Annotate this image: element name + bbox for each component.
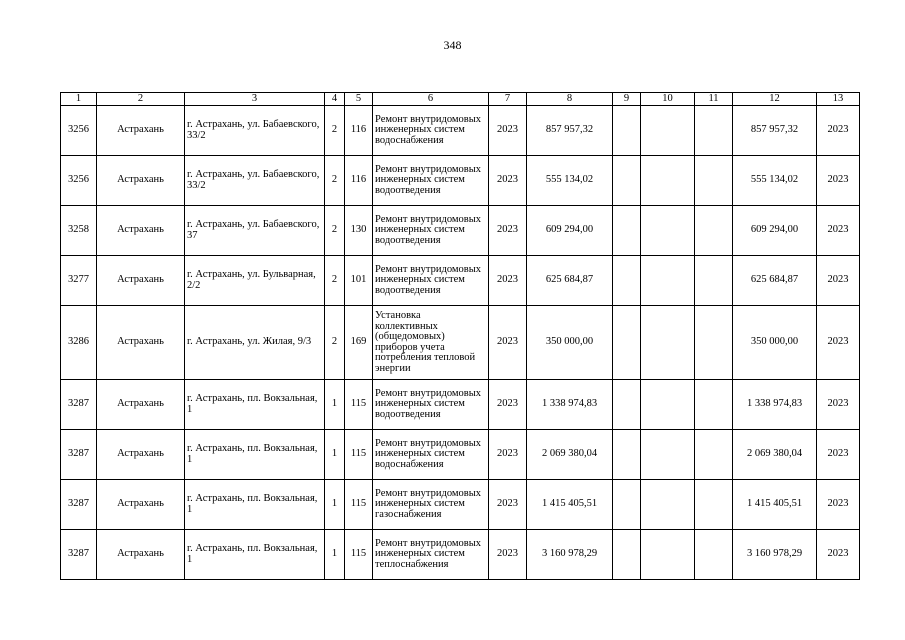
col-9-value <box>613 206 641 256</box>
municipality: Астрахань <box>97 256 185 306</box>
amount: 2 069 380,04 <box>527 430 613 480</box>
municipality: Астрахань <box>97 430 185 480</box>
col-9-value <box>613 256 641 306</box>
address: г. Астрахань, пл. Вокзальная, 1 <box>185 480 325 530</box>
col-11-value <box>695 380 733 430</box>
record-number: 3287 <box>61 430 97 480</box>
col-11-value <box>695 106 733 156</box>
col-9-value <box>613 480 641 530</box>
record-number: 3277 <box>61 256 97 306</box>
col-5-value: 101 <box>345 256 373 306</box>
column-header: 11 <box>695 93 733 106</box>
completion-year: 2023 <box>817 430 860 480</box>
col-10-value <box>641 430 695 480</box>
table-row <box>61 206 860 256</box>
col-5-value: 116 <box>345 156 373 206</box>
col-11-value <box>695 206 733 256</box>
amount-total: 555 134,02 <box>733 156 817 206</box>
municipality: Астрахань <box>97 380 185 430</box>
amount-total: 1 338 974,83 <box>733 380 817 430</box>
column-header: 7 <box>489 93 527 106</box>
amount: 350 000,00 <box>527 306 613 380</box>
table-row <box>61 480 860 530</box>
municipality: Астрахань <box>97 306 185 380</box>
amount: 1 415 405,51 <box>527 480 613 530</box>
col-11-value <box>695 430 733 480</box>
column-header: 9 <box>613 93 641 106</box>
col-9-value <box>613 156 641 206</box>
col-10-value <box>641 256 695 306</box>
address: г. Астрахань, ул. Бульварная, 2/2 <box>185 256 325 306</box>
amount-total: 609 294,00 <box>733 206 817 256</box>
amount-total: 350 000,00 <box>733 306 817 380</box>
year: 2023 <box>489 156 527 206</box>
work-type: Ремонт внутридомовых инженерных систем водоснабжения <box>373 430 489 480</box>
col-10-value <box>641 530 695 580</box>
column-header: 3 <box>185 93 325 106</box>
year: 2023 <box>489 530 527 580</box>
col-5-value: 115 <box>345 530 373 580</box>
col-4-value: 2 <box>325 306 345 380</box>
year: 2023 <box>489 430 527 480</box>
year: 2023 <box>489 256 527 306</box>
column-number-row <box>61 93 860 106</box>
completion-year: 2023 <box>817 530 860 580</box>
completion-year: 2023 <box>817 156 860 206</box>
completion-year: 2023 <box>817 206 860 256</box>
record-number: 3287 <box>61 480 97 530</box>
record-number: 3287 <box>61 530 97 580</box>
address: г. Астрахань, пл. Вокзальная, 1 <box>185 430 325 480</box>
work-type: Ремонт внутридомовых инженерных систем теплоснабжения <box>373 530 489 580</box>
col-5-value: 115 <box>345 380 373 430</box>
column-header: 10 <box>641 93 695 106</box>
record-number: 3287 <box>61 380 97 430</box>
col-10-value <box>641 480 695 530</box>
amount-total: 625 684,87 <box>733 256 817 306</box>
municipality: Астрахань <box>97 156 185 206</box>
amount-total: 1 415 405,51 <box>733 480 817 530</box>
record-number: 3258 <box>61 206 97 256</box>
year: 2023 <box>489 306 527 380</box>
col-5-value: 115 <box>345 480 373 530</box>
address: г. Астрахань, ул. Бабаевского, 37 <box>185 206 325 256</box>
year: 2023 <box>489 480 527 530</box>
municipality: Астрахань <box>97 530 185 580</box>
column-header: 5 <box>345 93 373 106</box>
work-type: Ремонт внутридомовых инженерных систем водоотведения <box>373 156 489 206</box>
municipality: Астрахань <box>97 206 185 256</box>
col-4-value: 2 <box>325 156 345 206</box>
col-5-value: 115 <box>345 430 373 480</box>
col-4-value: 2 <box>325 206 345 256</box>
table-row <box>61 156 860 206</box>
column-header: 12 <box>733 93 817 106</box>
address: г. Астрахань, ул. Бабаевского, 33/2 <box>185 156 325 206</box>
work-type: Установка коллективных (общедомовых) приборов учета потребления тепловой энергии <box>373 306 489 380</box>
col-4-value: 1 <box>325 480 345 530</box>
completion-year: 2023 <box>817 106 860 156</box>
column-header: 4 <box>325 93 345 106</box>
register-table <box>60 92 860 580</box>
col-9-value <box>613 430 641 480</box>
table-row <box>61 380 860 430</box>
table-row <box>61 306 860 380</box>
table-row <box>61 106 860 156</box>
col-11-value <box>695 256 733 306</box>
work-type: Ремонт внутридомовых инженерных систем водоотведения <box>373 206 489 256</box>
col-10-value <box>641 206 695 256</box>
completion-year: 2023 <box>817 480 860 530</box>
address: г. Астрахань, ул. Бабаевского, 33/2 <box>185 106 325 156</box>
year: 2023 <box>489 380 527 430</box>
col-4-value: 1 <box>325 380 345 430</box>
record-number: 3256 <box>61 106 97 156</box>
col-4-value: 2 <box>325 256 345 306</box>
column-header: 6 <box>373 93 489 106</box>
amount: 1 338 974,83 <box>527 380 613 430</box>
col-11-value <box>695 530 733 580</box>
col-11-value <box>695 306 733 380</box>
amount-total: 857 957,32 <box>733 106 817 156</box>
amount: 857 957,32 <box>527 106 613 156</box>
col-9-value <box>613 380 641 430</box>
column-header: 2 <box>97 93 185 106</box>
work-type: Ремонт внутридомовых инженерных систем водоснабжения <box>373 106 489 156</box>
col-5-value: 116 <box>345 106 373 156</box>
completion-year: 2023 <box>817 256 860 306</box>
year: 2023 <box>489 106 527 156</box>
col-9-value <box>613 306 641 380</box>
col-10-value <box>641 106 695 156</box>
completion-year: 2023 <box>817 306 860 380</box>
col-9-value <box>613 106 641 156</box>
work-type: Ремонт внутридомовых инженерных систем водоотведения <box>373 256 489 306</box>
amount: 609 294,00 <box>527 206 613 256</box>
work-type: Ремонт внутридомовых инженерных систем водоотведения <box>373 380 489 430</box>
col-4-value: 1 <box>325 430 345 480</box>
amount-total: 3 160 978,29 <box>733 530 817 580</box>
amount: 625 684,87 <box>527 256 613 306</box>
record-number: 3256 <box>61 156 97 206</box>
table-row <box>61 256 860 306</box>
year: 2023 <box>489 206 527 256</box>
completion-year: 2023 <box>817 380 860 430</box>
municipality: Астрахань <box>97 480 185 530</box>
amount: 3 160 978,29 <box>527 530 613 580</box>
page-number: 348 <box>443 38 462 52</box>
table-row <box>61 530 860 580</box>
address: г. Астрахань, пл. Вокзальная, 1 <box>185 380 325 430</box>
amount: 555 134,02 <box>527 156 613 206</box>
record-number: 3286 <box>61 306 97 380</box>
column-header: 1 <box>61 93 97 106</box>
col-11-value <box>695 480 733 530</box>
table-row <box>61 430 860 480</box>
col-9-value <box>613 530 641 580</box>
column-header: 13 <box>817 93 860 106</box>
municipality: Астрахань <box>97 106 185 156</box>
address: г. Астрахань, ул. Жилая, 9/3 <box>185 306 325 380</box>
column-header: 8 <box>527 93 613 106</box>
col-5-value: 169 <box>345 306 373 380</box>
col-4-value: 1 <box>325 530 345 580</box>
col-10-value <box>641 156 695 206</box>
col-10-value <box>641 380 695 430</box>
col-5-value: 130 <box>345 206 373 256</box>
col-10-value <box>641 306 695 380</box>
work-type: Ремонт внутридомовых инженерных систем газоснабжения <box>373 480 489 530</box>
address: г. Астрахань, пл. Вокзальная, 1 <box>185 530 325 580</box>
col-4-value: 2 <box>325 106 345 156</box>
col-11-value <box>695 156 733 206</box>
amount-total: 2 069 380,04 <box>733 430 817 480</box>
